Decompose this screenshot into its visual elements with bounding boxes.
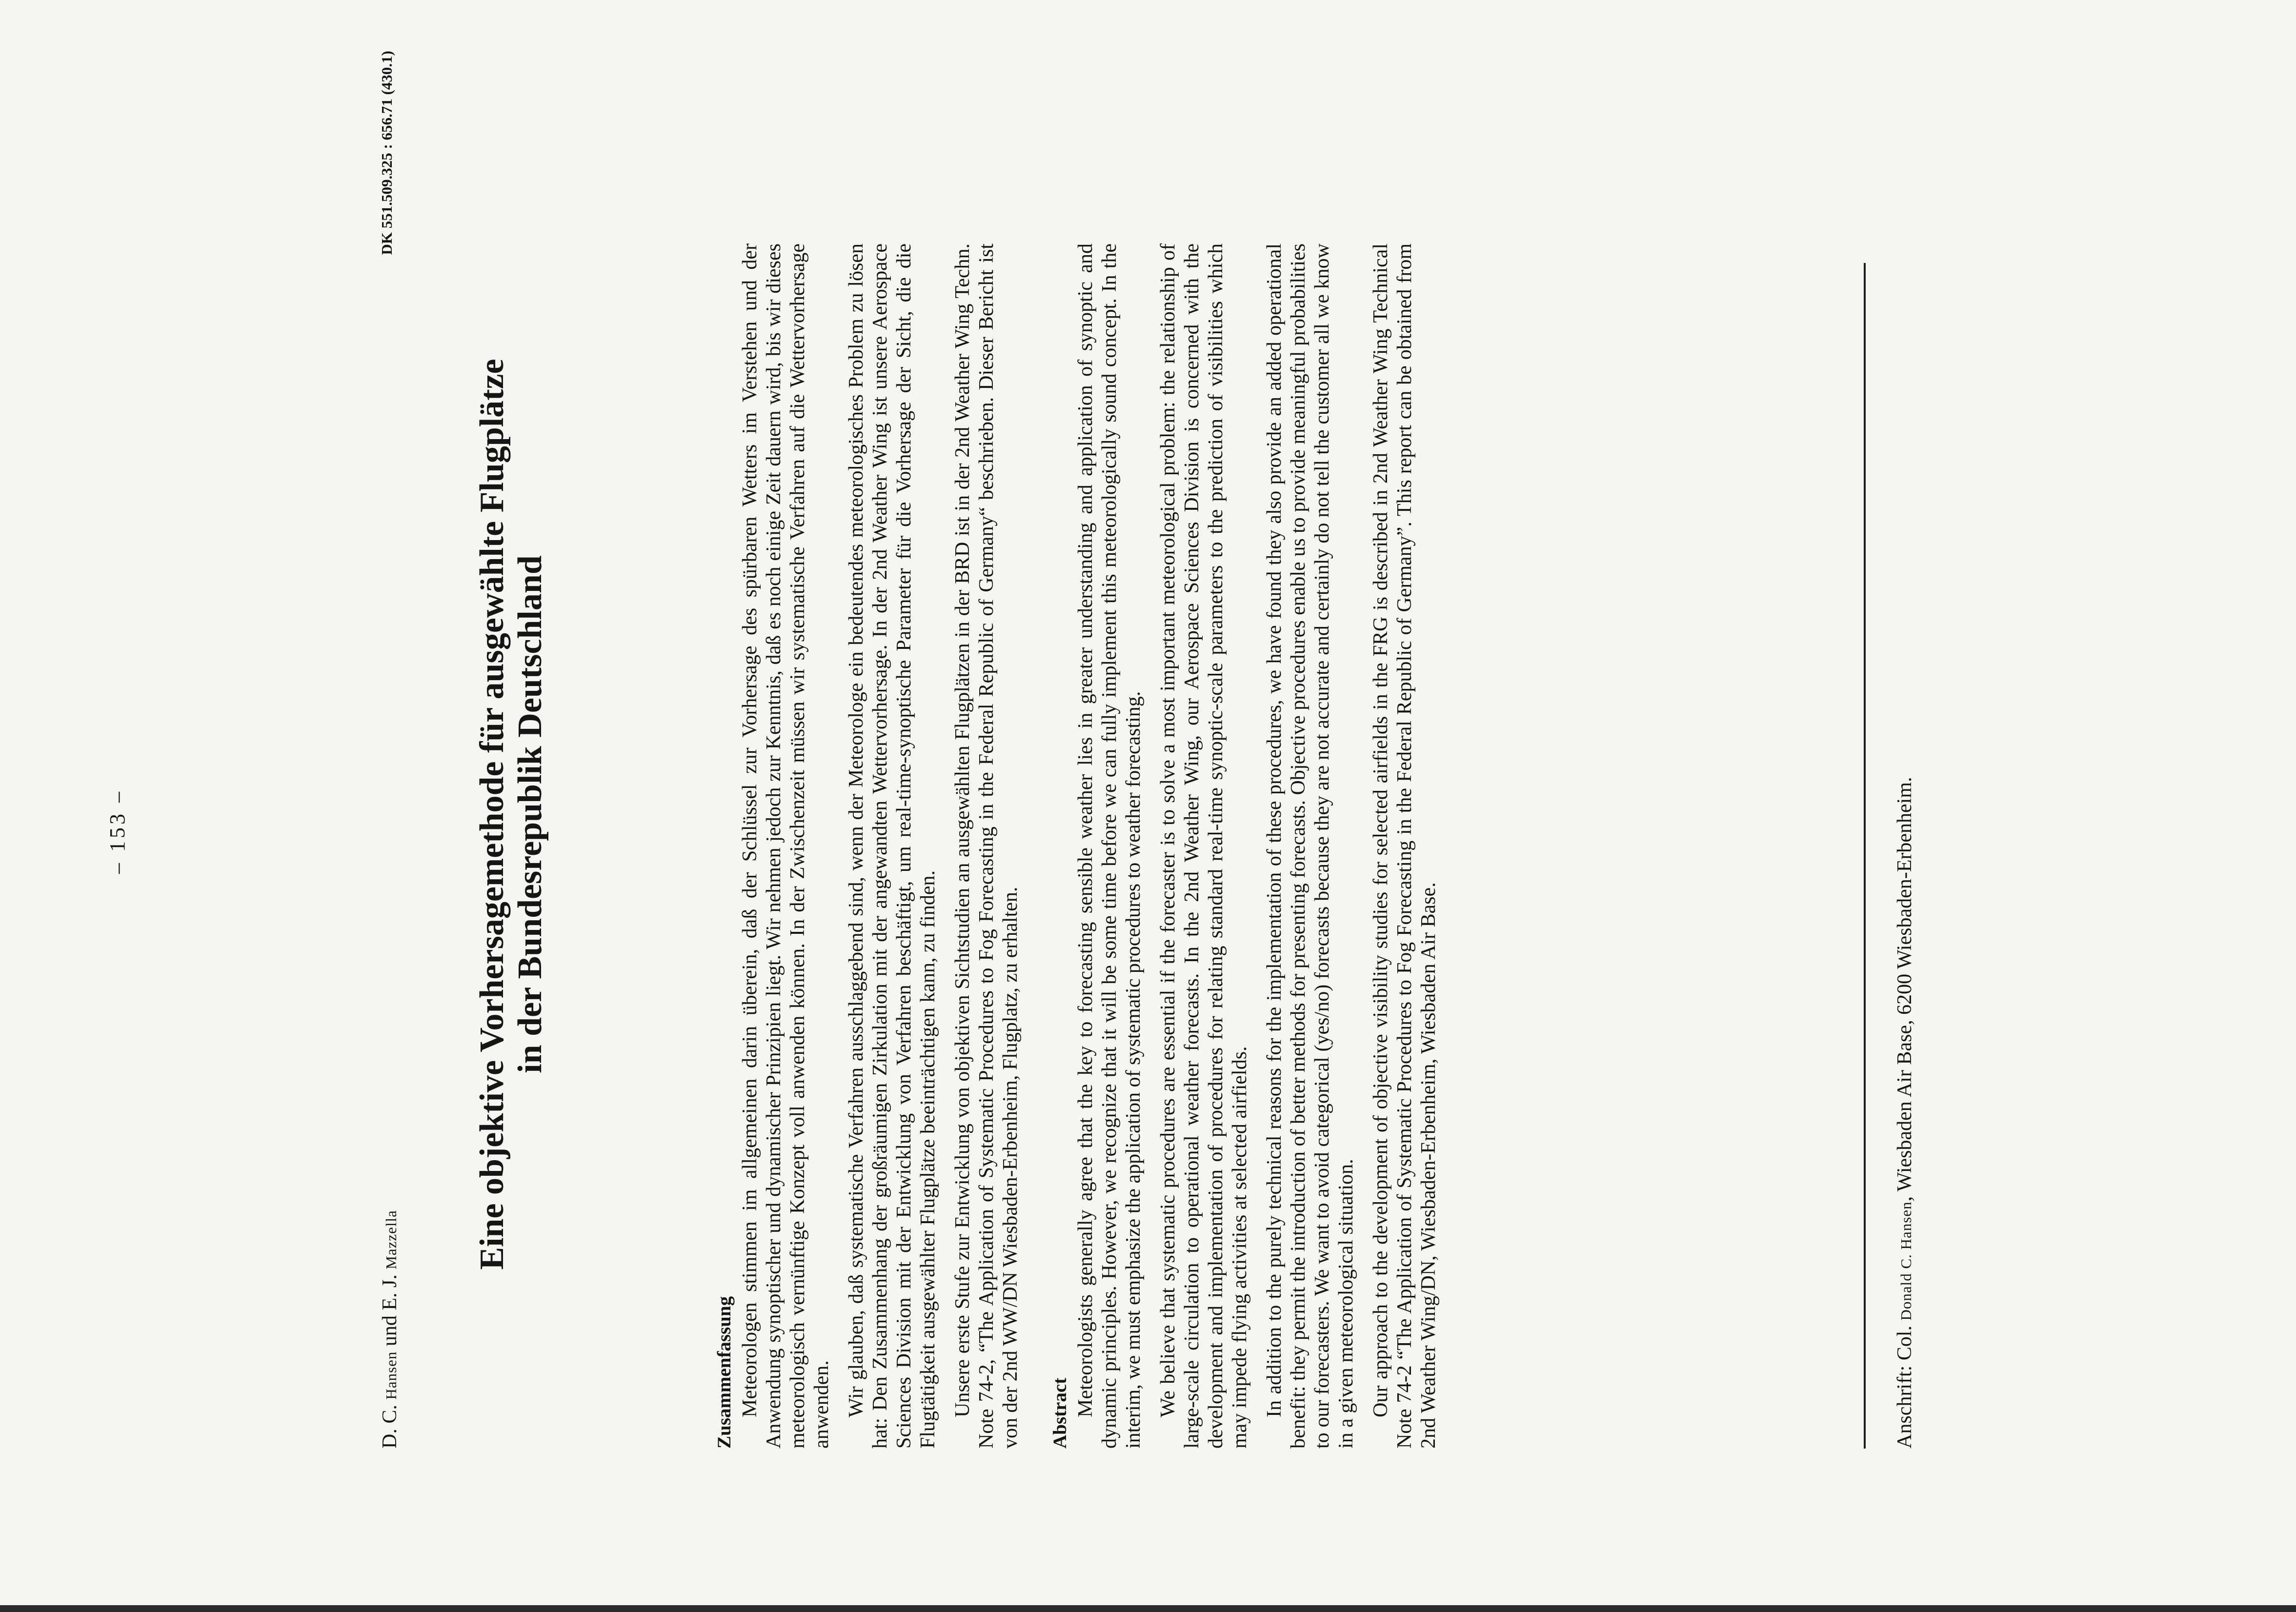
abstract-paragraph: We believe that systematic procedures are essential if the forecaster is to solve a most important meteorological problem: the relationship of large-scale circulation to operational weather forecasts. In the 2nd Weather Wing, our Aerospace Sciences Division is concerned with the development and implementation of procedures for relating standard real-time synoptic-scale parameters to the prediction of visibilities which may impede flying activities at selected airfields. xyxy=(1157,243,1251,1449)
author-1-surname: Hansen xyxy=(383,1351,400,1400)
author-2-surname: Mazzella xyxy=(383,1210,400,1269)
page-number: – 153 – xyxy=(105,789,129,874)
scan-bottom-edge xyxy=(0,1605,2296,1612)
zusammenfassung-heading: Zusammenfassung xyxy=(714,1296,735,1449)
abstract-paragraph: Our approach to the development of objective visibility studies for selected airfields in the FRG is described in 2nd Weather Wing Technical Note 74-2 “The Application of Systematic Procedures to Fog Forecasting in the Federal Republic of Germany”. This report can be obtained from 2nd Weather Wing/DN, Wiesbaden-Erbenheim, Wiesbaden Air Base. xyxy=(1370,243,1440,1449)
zusammenfassung-paragraph: Wir glauben, daß systematische Verfahren ausschlaggebend sind, wenn der Meteorologe ein bedeutendes meteorologisches Problem zu lösen hat: Den Zusammenhang der großräumigen Zirkulation mit der angewandten Wettervorhersage. In der 2nd Weather Wing ist unsere Aerospace Sciences Division mit der Entwicklung von Verfahren beschäftigt, um real-time-synoptische Parameter für die Vorhersage der Sicht, die die Flugtätigkeit ausgewählter Flugplätze beeinträchtigen kann, zu finden. xyxy=(845,243,939,1449)
author-line xyxy=(378,717,402,1449)
article-body xyxy=(712,243,1451,1449)
abstract-section xyxy=(1048,243,1441,1449)
address-name-first: Donald C. xyxy=(1897,1249,1914,1321)
address-name-last: Hansen xyxy=(1897,1201,1914,1250)
abstract-paragraph: Meteorologists generally agree that the key to forecasting sensible weather lies in greater understanding and application of synoptic and dynamic principles. However, we recognize that it will be some time before we can fully implement this meteorologically sound concept. In the interim, we must emphasize the application of systematic procedures to weather forecasting. xyxy=(1074,243,1145,1449)
zusammenfassung-section xyxy=(712,243,1023,1449)
title-line-1: Eine objektive Vorhersagemethode für ausgewählte Flugplätze xyxy=(473,359,511,1270)
author-1-initials: D. C. xyxy=(379,1399,401,1449)
footnote-rule xyxy=(1864,263,1866,1449)
abstract-paragraph: In addition to the purely technical reasons for the implementation of these procedures, we have found they also provide an added operational benefit: they permit the introduction of better methods for presenting forecasts. Objective procedures enable us to provide meaningful probabilities to our forecasters. We want to avoid categorical (yes/no) forecasts because they are not accurate and certainly do not tell the customer all we know in a given meteorological situation. xyxy=(1263,243,1357,1449)
udc-classification: DK 551.509.325 : 656.71 (430.1) xyxy=(378,51,395,255)
author-connector: und E. J. xyxy=(379,1269,401,1351)
zusammenfassung-paragraph: Meteorologen stimmen im allgemeinen darin überein, daß der Schlüssel zur Vorhersage des spürbaren Wetters im Verstehen und der Anwendung synoptischer und dynamischer Prinzipien liegt. Wir nehmen jedoch zur Kenntnis, daß es noch einige Zeit dauern wird, bis wir dieses meteorologisch vernünftige Konzept voll anwenden können. In der Zwischenzeit müssen wir systematische Verfahren auf die Wettervorhersage anwenden. xyxy=(739,243,833,1449)
title-line-2: in der Bundesrepublik Deutschland xyxy=(511,555,549,1073)
address-prefix: Anschrift: Col. xyxy=(1893,1320,1916,1449)
abstract-heading: Abstract xyxy=(1049,1377,1070,1449)
article-title xyxy=(473,180,549,1449)
zusammenfassung-paragraph: Unsere erste Stufe zur Entwicklung von objektiven Sichtstudien an ausgewählten Flugplätzen in der BRD ist in der 2nd Weather Wing Techn. Note 74-2, “The Application of Systematic Procedures to Fog Forecasting in the Federal Republic of Germany“ beschrieben. Dieser Bericht ist von der 2nd WW/DN Wiesbaden-Erbenheim, Flugplatz, zu erhalten. xyxy=(951,243,1022,1449)
address-rest: , Wiesbaden Air Base, 6200 Wiesbaden-Erbenheim. xyxy=(1893,777,1916,1202)
author-address xyxy=(1893,243,1916,1449)
section-spacer xyxy=(1033,243,1048,1449)
